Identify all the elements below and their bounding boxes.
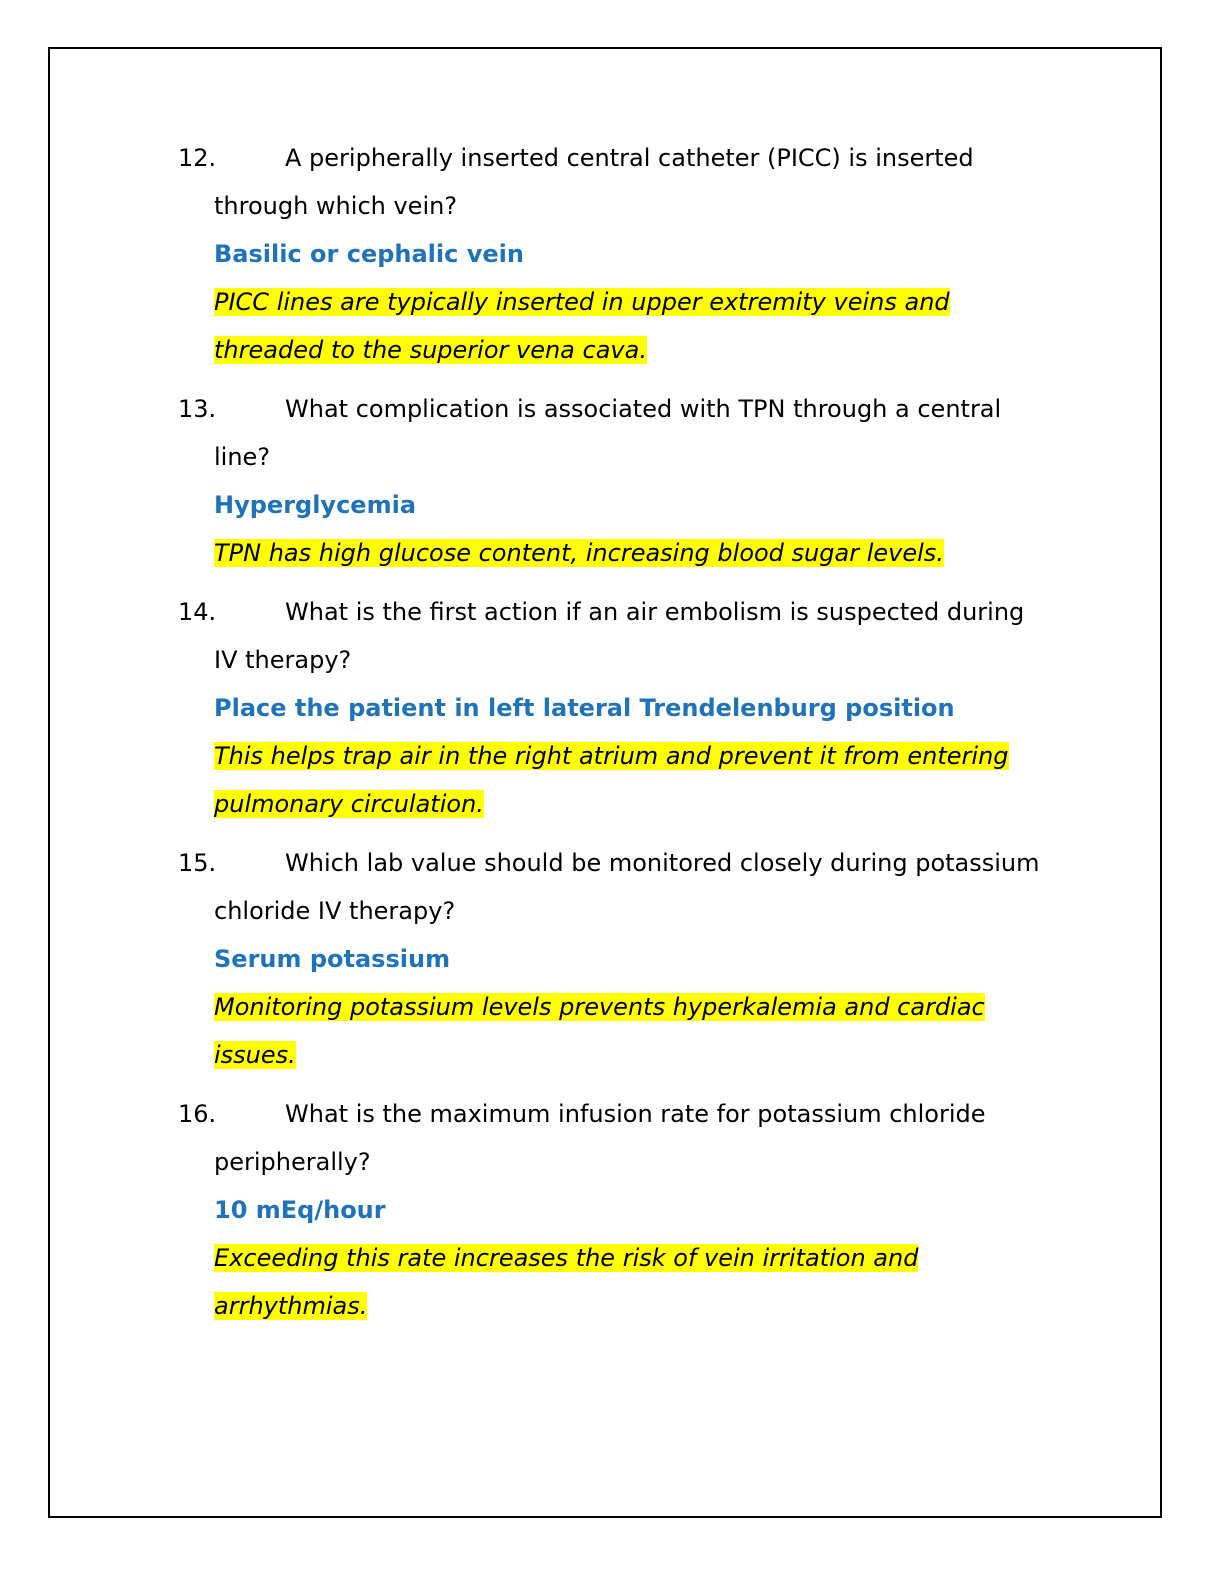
answer-text: Hyperglycemia bbox=[214, 491, 417, 519]
question-item-16 bbox=[178, 1090, 1078, 1330]
explanation-line-1 bbox=[178, 1234, 1078, 1282]
question-line-1: What is the first action if an air embolism is suspected during bbox=[285, 598, 1025, 626]
explanation-highlight: issues. bbox=[214, 1041, 296, 1069]
question-text bbox=[178, 134, 1078, 182]
question-number: 15. bbox=[178, 849, 217, 877]
question-line-1: What complication is associated with TPN through a central bbox=[285, 395, 1002, 423]
question-text bbox=[178, 588, 1078, 636]
explanation-highlight: threaded to the superior vena cava. bbox=[214, 336, 647, 364]
explanation-line-2 bbox=[178, 780, 1078, 828]
question-line-1: What is the maximum infusion rate for potassium chloride bbox=[285, 1100, 986, 1128]
answer-text: 10 mEq/hour bbox=[214, 1196, 386, 1224]
explanation-line-1 bbox=[178, 732, 1078, 780]
explanation-line-2 bbox=[178, 326, 1078, 374]
question-line-2: peripherally? bbox=[214, 1148, 371, 1176]
answer-text: Basilic or cephalic vein bbox=[214, 240, 524, 268]
question-item-15 bbox=[178, 839, 1078, 1079]
explanation-highlight: TPN has high glucose content, increasing blood sugar levels. bbox=[214, 539, 944, 567]
question-line-1: Which lab value should be monitored closely during potassium bbox=[285, 849, 1040, 877]
explanation-highlight: pulmonary circulation. bbox=[214, 790, 484, 818]
question-line-2: through which vein? bbox=[214, 192, 458, 220]
explanation-highlight: This helps trap air in the right atrium and prevent it from entering bbox=[214, 742, 1009, 770]
question-number: 16. bbox=[178, 1100, 217, 1128]
explanation-line-2 bbox=[178, 1282, 1078, 1330]
explanation-line-1 bbox=[178, 529, 1078, 577]
explanation-highlight: Monitoring potassium levels prevents hyperkalemia and cardiac bbox=[214, 993, 985, 1021]
question-text bbox=[178, 839, 1078, 887]
question-text bbox=[178, 1090, 1078, 1138]
question-line-1: A peripherally inserted central catheter (PICC) is inserted bbox=[285, 144, 974, 172]
question-item-13 bbox=[178, 385, 1078, 577]
question-line-2: line? bbox=[214, 443, 271, 471]
explanation-line-1 bbox=[178, 983, 1078, 1031]
question-item-14 bbox=[178, 588, 1078, 828]
question-number: 14. bbox=[178, 598, 217, 626]
explanation-line-2 bbox=[178, 1031, 1078, 1079]
question-number: 12. bbox=[178, 144, 217, 172]
explanation-highlight: PICC lines are typically inserted in upper extremity veins and bbox=[214, 288, 950, 316]
question-line-2: chloride IV therapy? bbox=[214, 897, 456, 925]
question-list bbox=[178, 134, 1078, 1330]
question-item-12 bbox=[178, 134, 1078, 374]
explanation-line-1 bbox=[178, 278, 1078, 326]
answer-text: Serum potassium bbox=[214, 945, 451, 973]
explanation-highlight: Exceeding this rate increases the risk of vein irritation and bbox=[214, 1244, 919, 1272]
question-number: 13. bbox=[178, 395, 217, 423]
question-line-2: IV therapy? bbox=[214, 646, 352, 674]
answer-text: Place the patient in left lateral Trendelenburg position bbox=[214, 694, 955, 722]
question-text bbox=[178, 385, 1078, 433]
explanation-highlight: arrhythmias. bbox=[214, 1292, 368, 1320]
